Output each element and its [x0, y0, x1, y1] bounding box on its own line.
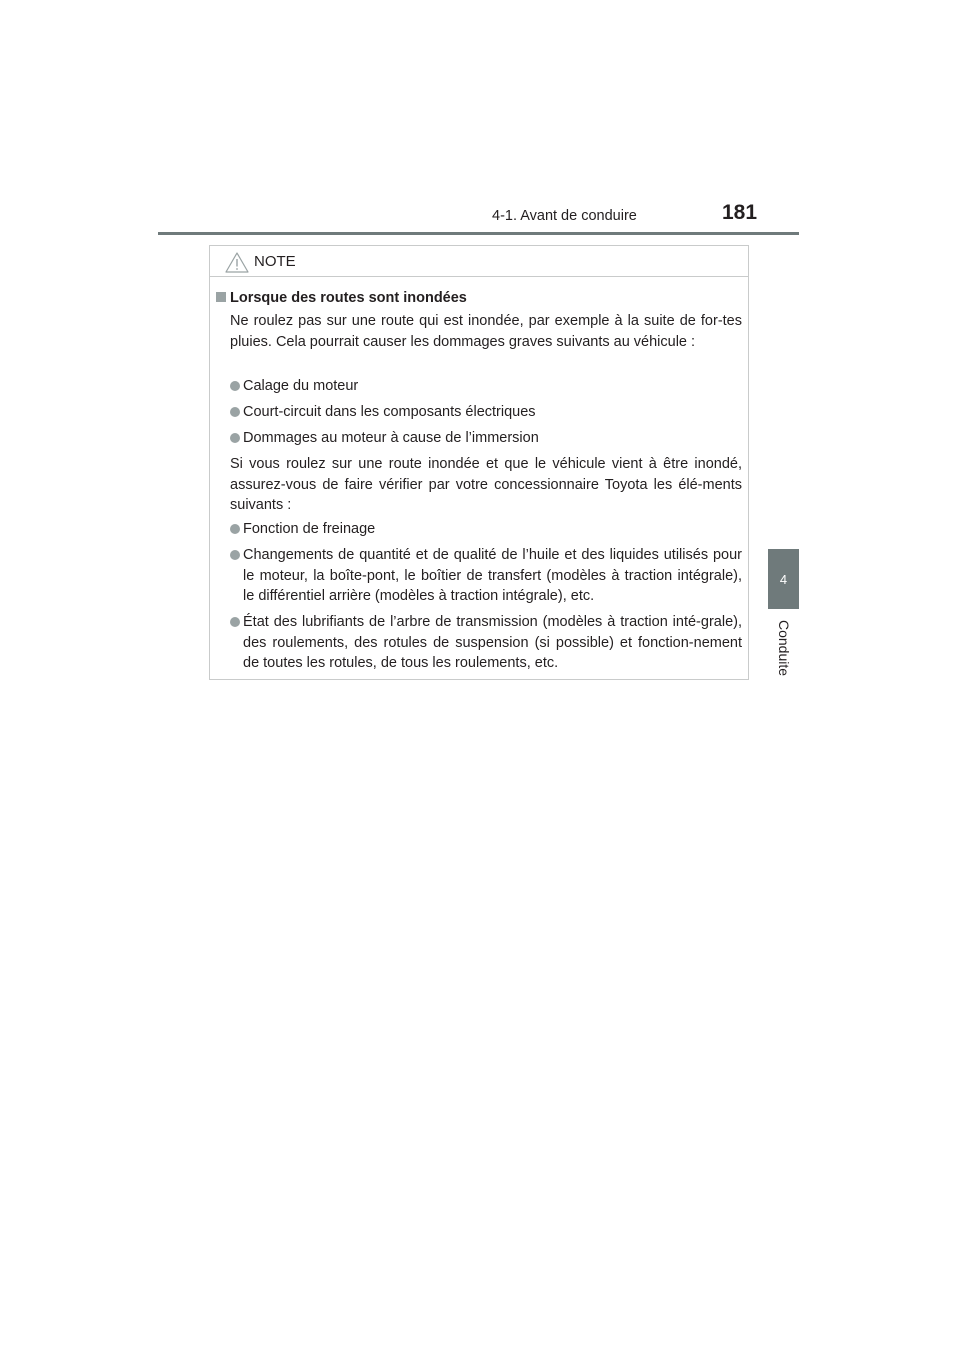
bullet-icon: [230, 407, 240, 417]
bullet-icon: [230, 433, 240, 443]
list-item-text: Calage du moteur: [243, 378, 359, 394]
chapter-tab: [768, 549, 799, 609]
note-box: [209, 245, 749, 680]
header-divider: [158, 232, 799, 235]
bullet-icon: [230, 524, 240, 534]
note-header: [210, 246, 748, 277]
chapter-section-title: 4-1. Avant de conduire: [492, 208, 637, 224]
page-number: 181: [722, 201, 758, 224]
bullet-icon: [230, 381, 240, 391]
intro-paragraph: Ne roulez pas sur une route qui est inondée, par exemple à la suite de for-tes pluies. Cela pourrait causer les dommages graves suivants au véhicule :: [230, 313, 742, 350]
list-item-text: Court-circuit dans les composants électriques: [243, 404, 536, 420]
chapter-tab-number: 4: [779, 571, 788, 587]
note-title: NOTE: [254, 253, 296, 270]
bullet-icon: [230, 550, 240, 560]
followup-paragraph: Si vous roulez sur une route inondée et que le véhicule vient à être inondé, assurez-vous de faire vérifier par votre concessionnaire Toyota les élé-ments suivants :: [230, 456, 742, 513]
heading-square-marker-icon: [216, 292, 226, 302]
list-item-text: Dommages au moteur à cause de l’immersion: [243, 430, 539, 446]
warning-triangle-icon: [225, 252, 249, 273]
list-item-text: État des lubrifiants de l’arbre de transmission (modèles à traction inté-grale), des roulements, des rotules de suspension (si possible) et fonction-nement de toutes les rotules, de tous les roulements, etc.: [243, 614, 742, 671]
chapter-tab-label: Conduite: [776, 619, 792, 677]
bullet-icon: [230, 617, 240, 627]
list-item-text: Changements de quantité et de qualité de l’huile et des liquides utilisés pour le moteur, la boîte-pont, le boîtier de transfert (modèles à traction intégrale), le différentiel arrière (modèles à traction intégrale), etc.: [243, 547, 742, 604]
note-heading: Lorsque des routes sont inondées: [230, 290, 467, 306]
list-item-text: Fonction de freinage: [243, 521, 376, 537]
